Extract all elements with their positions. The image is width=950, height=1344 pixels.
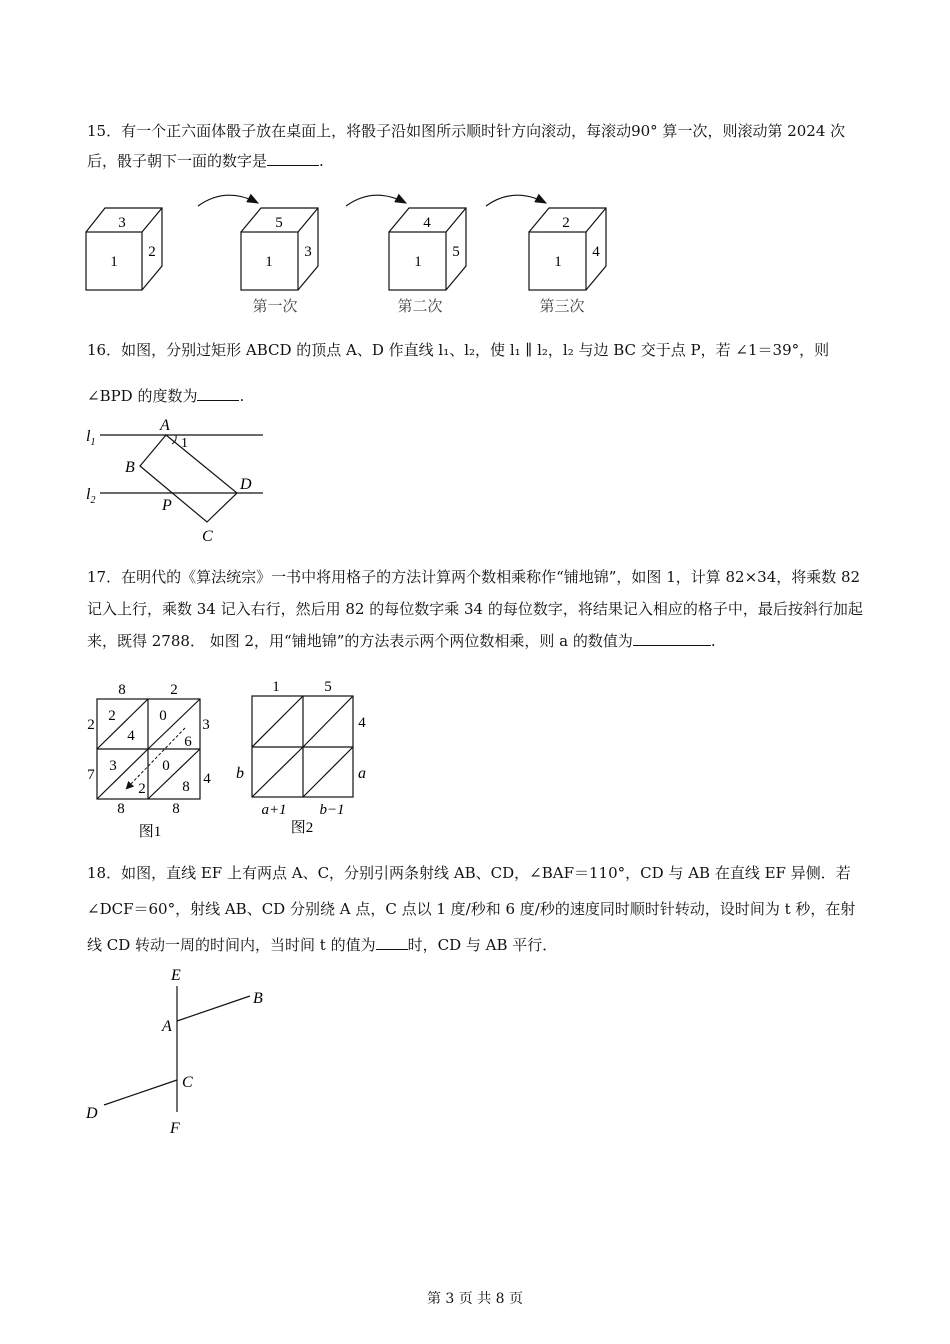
fig1-cell-1-3: 8: [182, 779, 190, 795]
fig2-right-0: 4: [358, 715, 366, 731]
label-l2: $l_2$: [86, 486, 96, 506]
label-p: P: [162, 497, 172, 514]
label-e: E: [171, 967, 181, 984]
label-c: C: [182, 1074, 193, 1091]
die-3-top: 2: [562, 215, 570, 231]
fig2-left-0: b: [236, 765, 244, 782]
page-footer: 第 3 页 共 8 页: [426, 1291, 524, 1307]
fig1-right-0: 3: [202, 717, 210, 733]
die-1-side: 3: [304, 244, 312, 260]
die-1-caption: 第一次: [252, 299, 298, 315]
fig2-caption: 图2: [290, 820, 314, 836]
die-3-side: 4: [592, 244, 600, 260]
fig1-cell-0-0: 2: [108, 708, 116, 724]
fig1-cell-1-1: 2: [138, 781, 146, 797]
fig1-caption: 图1: [138, 824, 162, 840]
label-angle-1: 1: [181, 436, 188, 451]
fig1-top-0: 8: [118, 682, 126, 698]
q18-text2: 时，CD 与 AB 平行．: [407, 936, 558, 954]
label-f: F: [170, 1120, 180, 1137]
q17-text: 17．在明代的《算法统宗》一书中将用格子的方法计算两个数相乘称作“铺地锦”，如图 1，计算 82×34，将乘数 82 记入上行，乘数 34 记入右行，然后用 82 的每位数字乘 34 的每位数字，将结果记入相应的格子中，最后按斜行加起来，既得 2788． 如图 2，用“铺地锦”的方法表示两个两位数相乘，则 a 的数值为: [87, 568, 863, 650]
label-b: B: [253, 990, 263, 1007]
label-d: D: [240, 476, 252, 493]
die-2-caption: 第二次: [397, 299, 443, 315]
fig2-top-0: 1: [272, 679, 280, 695]
die-2-side: 5: [452, 244, 460, 260]
fig2-right-1: a: [358, 765, 366, 782]
fig1-cell-0-2: 0: [159, 708, 167, 724]
fig2-bottom-1: b−1: [319, 802, 345, 818]
fig1-top-1: 2: [170, 682, 178, 698]
q16-text: 16．如图，分别过矩形 ABCD 的顶点 A、D 作直线 l₁、l₂，使 l₁ ∥ l₂，l₂ 与边 BC 交于点 P，若 ∠1＝39°，则 ∠BPD 的度数为: [87, 341, 830, 405]
label-a: A: [162, 1018, 172, 1035]
die-1-top: 5: [275, 215, 283, 231]
die-0-side: 2: [148, 244, 156, 260]
label-b: B: [125, 459, 135, 476]
ray-ab: [177, 996, 250, 1021]
label-a: A: [160, 417, 170, 434]
fig1-left-0: 2: [87, 717, 95, 733]
q18-text: 18．如图，直线 EF 上有两点 A、C，分别引两条射线 AB、CD，∠BAF＝110°，CD 与 AB 在直线 EF 异侧．若 ∠DCF＝60°，射线 AB、CD 分别绕 A 点，C 点以 1 度/秒和 6 度/秒的速度同时顺时针转动，设时间为 t 秒，在射线 CD 转动一周的时间内，当时间 t 的值为: [87, 864, 856, 954]
q17-end: .: [710, 632, 716, 650]
label-l1: $l_1$: [86, 428, 96, 448]
label-c: C: [202, 528, 213, 545]
fig1-bottom-1: 8: [172, 801, 180, 817]
ray-cd: [104, 1080, 177, 1105]
fig1-cell-0-3: 6: [184, 734, 192, 750]
fig1-cell-1-2: 0: [162, 758, 170, 774]
q16-end: .: [239, 387, 245, 405]
q15-text: 15．有一个正六面体骰子放在桌面上，将骰子沿如图所示顺时针方向滚动，每滚动90° 算一次，则滚动第 2024 次后，骰子朝下一面的数字是: [87, 122, 846, 170]
fig1-cell-1-0: 3: [109, 758, 117, 774]
die-3-front: 1: [554, 254, 562, 270]
fig1-cell-0-1: 4: [127, 728, 135, 744]
die-0-front: 1: [110, 254, 118, 270]
die-3-caption: 第三次: [539, 299, 585, 315]
fig1-bottom-0: 8: [117, 801, 125, 817]
die-0-top: 3: [118, 215, 126, 231]
die-2-top: 4: [423, 215, 431, 231]
fig1-left-1: 7: [87, 767, 95, 783]
die-1-front: 1: [265, 254, 273, 270]
q15-end: .: [319, 152, 324, 170]
fig2-top-1: 5: [324, 679, 332, 695]
die-2-front: 1: [414, 254, 422, 270]
fig1-right-1: 4: [203, 771, 211, 787]
label-d: D: [86, 1105, 98, 1122]
fig2-bottom-0: a+1: [261, 802, 287, 818]
